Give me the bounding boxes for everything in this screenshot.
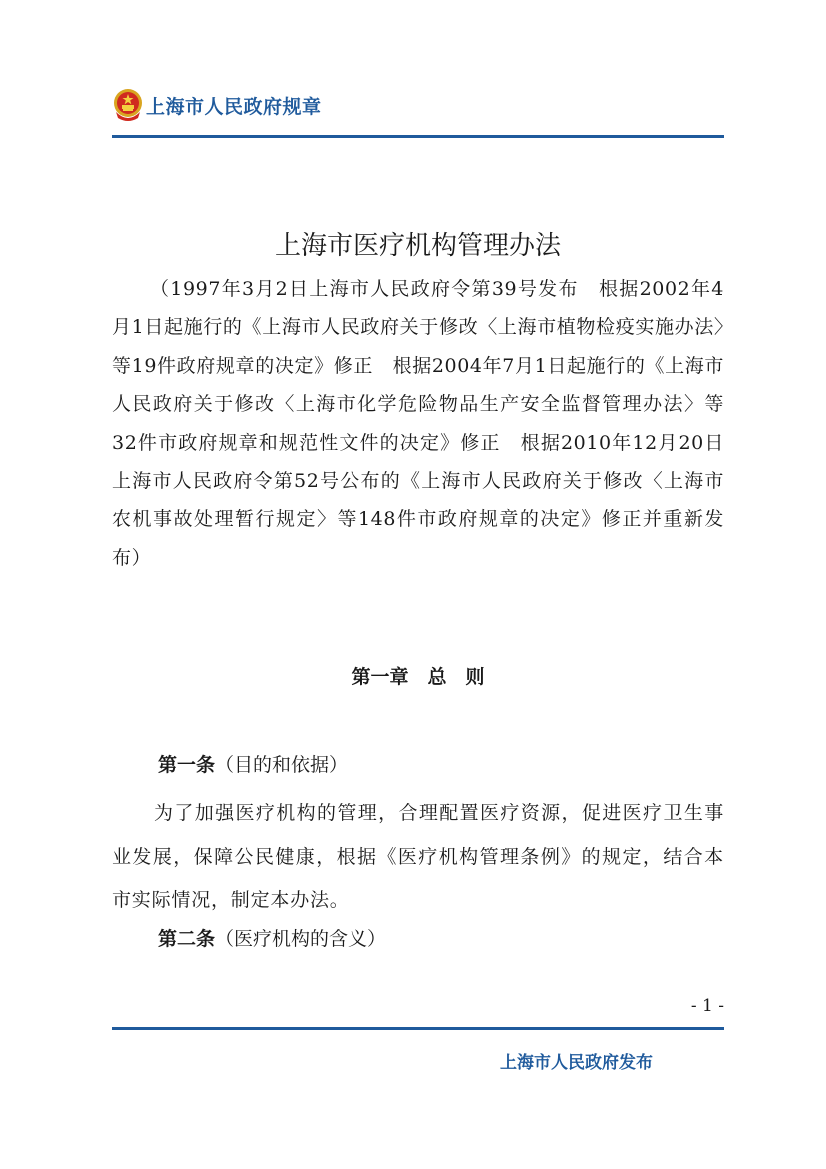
- article-number: 第一条: [158, 754, 216, 776]
- article-heading: [158, 924, 386, 951]
- article-number: 第二条: [158, 928, 216, 950]
- header-title: 上海市人民政府规章: [146, 96, 322, 118]
- article-title: （医疗机构的含义）: [215, 928, 387, 950]
- document-preamble: （1997年3月2日上海市人民政府令第39号发布 根据2002年4月1日起施行的《上海市人民政府关于修改〈上海市植物检疫实施办法〉等19件政府规章的决定》修正 根据2004年7月1日起施行的《上海市人民政府关于修改〈上海市化学危险物品生产安全监督管理办法〉等32件市政府规章和规范性文件的决定》修正 根据2010年12月20日上海市人民政府令第52号公布的《上海市人民政府关于修改〈上海市农机事故处理暂行规定〉等148件市政府规章的决定》修正并重新发布）: [112, 278, 724, 569]
- document-title: 上海市医疗机构管理办法: [274, 231, 561, 261]
- page-header: [112, 88, 724, 128]
- page-number: - 1 -: [690, 996, 724, 1016]
- header-divider: [112, 135, 724, 138]
- footer-divider: [112, 1027, 724, 1030]
- footer-publisher: 上海市人民政府发布: [500, 1053, 653, 1073]
- article-body: 为了加强医疗机构的管理，合理配置医疗资源，促进医疗卫生事业发展，保障公民健康，根据《医疗机构管理条例》的规定，结合本市实际情况，制定本办法。: [112, 802, 724, 911]
- article-title: （目的和依据）: [215, 754, 349, 776]
- chapter-heading: 第一章 总 则: [351, 666, 485, 688]
- article-heading: [158, 750, 348, 777]
- national-emblem-icon: [112, 88, 144, 122]
